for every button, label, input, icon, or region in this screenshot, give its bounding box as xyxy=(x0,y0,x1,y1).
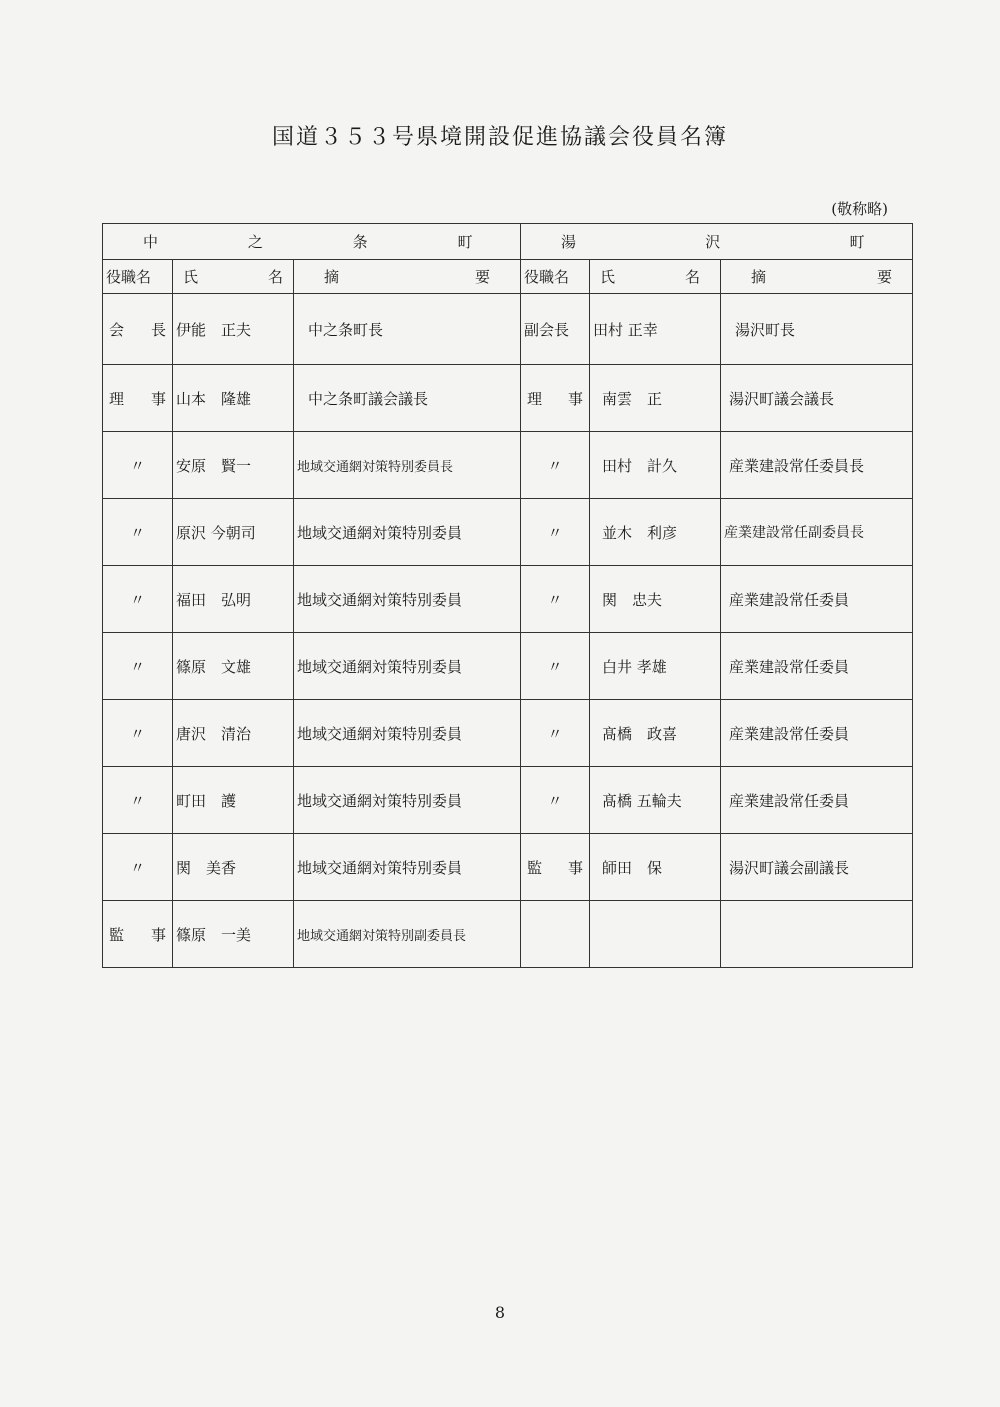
name-left: 唐沢 清治 xyxy=(173,700,294,767)
role-right: 監 事 xyxy=(521,834,590,901)
honorific-note: (敬称略) xyxy=(831,200,888,218)
summary-right: 湯沢町長 xyxy=(721,294,913,365)
summary-right: 産業建設常任委員 xyxy=(721,633,913,700)
role-right: 〃 xyxy=(521,767,590,834)
role-left: 〃 xyxy=(103,700,173,767)
table-row xyxy=(103,700,913,767)
name-right: 並木 利彦 xyxy=(590,499,721,566)
name-left: 安原 賢一 xyxy=(173,432,294,499)
role-right: 〃 xyxy=(521,499,590,566)
name-left: 福田 弘明 xyxy=(173,566,294,633)
name-left: 篠原 一美 xyxy=(173,901,294,968)
name-right: 田村 計久 xyxy=(590,432,721,499)
role-right: 〃 xyxy=(521,633,590,700)
header-role-right: 役職名 xyxy=(521,260,590,294)
name-right: 田村 正幸 xyxy=(590,294,721,365)
header-name-right: 氏 名 xyxy=(590,260,721,294)
page-number: 8 xyxy=(494,1303,506,1322)
name-right: 髙橋 五輪夫 xyxy=(590,767,721,834)
column-header-row xyxy=(103,260,913,294)
name-right: 師田 保 xyxy=(590,834,721,901)
town-yuzawa: 湯 沢 町 xyxy=(521,224,913,260)
role-left: 〃 xyxy=(103,499,173,566)
name-right xyxy=(590,901,721,968)
name-left: 篠原 文雄 xyxy=(173,633,294,700)
name-left: 町田 護 xyxy=(173,767,294,834)
role-left: 理 事 xyxy=(103,365,173,432)
summary-left: 中之条町議会議長 xyxy=(294,365,521,432)
roster-table xyxy=(102,223,913,968)
table-row xyxy=(103,499,913,566)
summary-left: 地域交通網対策特別委員 xyxy=(294,700,521,767)
summary-right xyxy=(721,901,913,968)
role-left: 〃 xyxy=(103,834,173,901)
header-summary-left: 摘 要 xyxy=(294,260,521,294)
role-left: 監 事 xyxy=(103,901,173,968)
summary-left: 地域交通網対策特別委員長 xyxy=(294,432,521,499)
summary-right: 湯沢町議会副議長 xyxy=(721,834,913,901)
summary-left: 地域交通網対策特別委員 xyxy=(294,633,521,700)
summary-left: 地域交通網対策特別委員 xyxy=(294,566,521,633)
table-row xyxy=(103,365,913,432)
table-row xyxy=(103,432,913,499)
town-header-row xyxy=(103,224,913,260)
header-role-left: 役職名 xyxy=(103,260,173,294)
name-right: 白井 孝雄 xyxy=(590,633,721,700)
table-row xyxy=(103,767,913,834)
role-left: 〃 xyxy=(103,767,173,834)
header-name-left: 氏 名 xyxy=(173,260,294,294)
summary-right: 産業建設常任委員 xyxy=(721,566,913,633)
summary-left: 地域交通網対策特別副委員長 xyxy=(294,901,521,968)
name-left: 関 美香 xyxy=(173,834,294,901)
name-right: 関 忠夫 xyxy=(590,566,721,633)
role-right xyxy=(521,901,590,968)
role-right: 副会長 xyxy=(521,294,590,365)
town-nakanojo: 中 之 条 町 xyxy=(103,224,521,260)
role-right: 〃 xyxy=(521,566,590,633)
header-summary-right: 摘 要 xyxy=(721,260,913,294)
role-left: 会 長 xyxy=(103,294,173,365)
table-row xyxy=(103,566,913,633)
summary-right: 産業建設常任委員長 xyxy=(721,432,913,499)
summary-right: 産業建設常任委員 xyxy=(721,700,913,767)
table-row xyxy=(103,633,913,700)
name-left: 伊能 正夫 xyxy=(173,294,294,365)
table-row xyxy=(103,834,913,901)
name-left: 原沢 今朝司 xyxy=(173,499,294,566)
role-right: 〃 xyxy=(521,700,590,767)
summary-left: 地域交通網対策特別委員 xyxy=(294,834,521,901)
role-left: 〃 xyxy=(103,633,173,700)
role-right: 〃 xyxy=(521,432,590,499)
summary-left: 地域交通網対策特別委員 xyxy=(294,767,521,834)
name-right: 南雲 正 xyxy=(590,365,721,432)
role-left: 〃 xyxy=(103,432,173,499)
summary-left: 地域交通網対策特別委員 xyxy=(294,499,521,566)
role-left: 〃 xyxy=(103,566,173,633)
role-right: 理 事 xyxy=(521,365,590,432)
page-title: 国道３５３号県境開設促進協議会役員名簿 xyxy=(271,125,728,150)
table-row xyxy=(103,901,913,968)
name-left: 山本 隆雄 xyxy=(173,365,294,432)
summary-right: 産業建設常任副委員長 xyxy=(721,499,913,566)
summary-left: 中之条町長 xyxy=(294,294,521,365)
name-right: 髙橋 政喜 xyxy=(590,700,721,767)
table-row xyxy=(103,294,913,365)
summary-right: 湯沢町議会議長 xyxy=(721,365,913,432)
summary-right: 産業建設常任委員 xyxy=(721,767,913,834)
